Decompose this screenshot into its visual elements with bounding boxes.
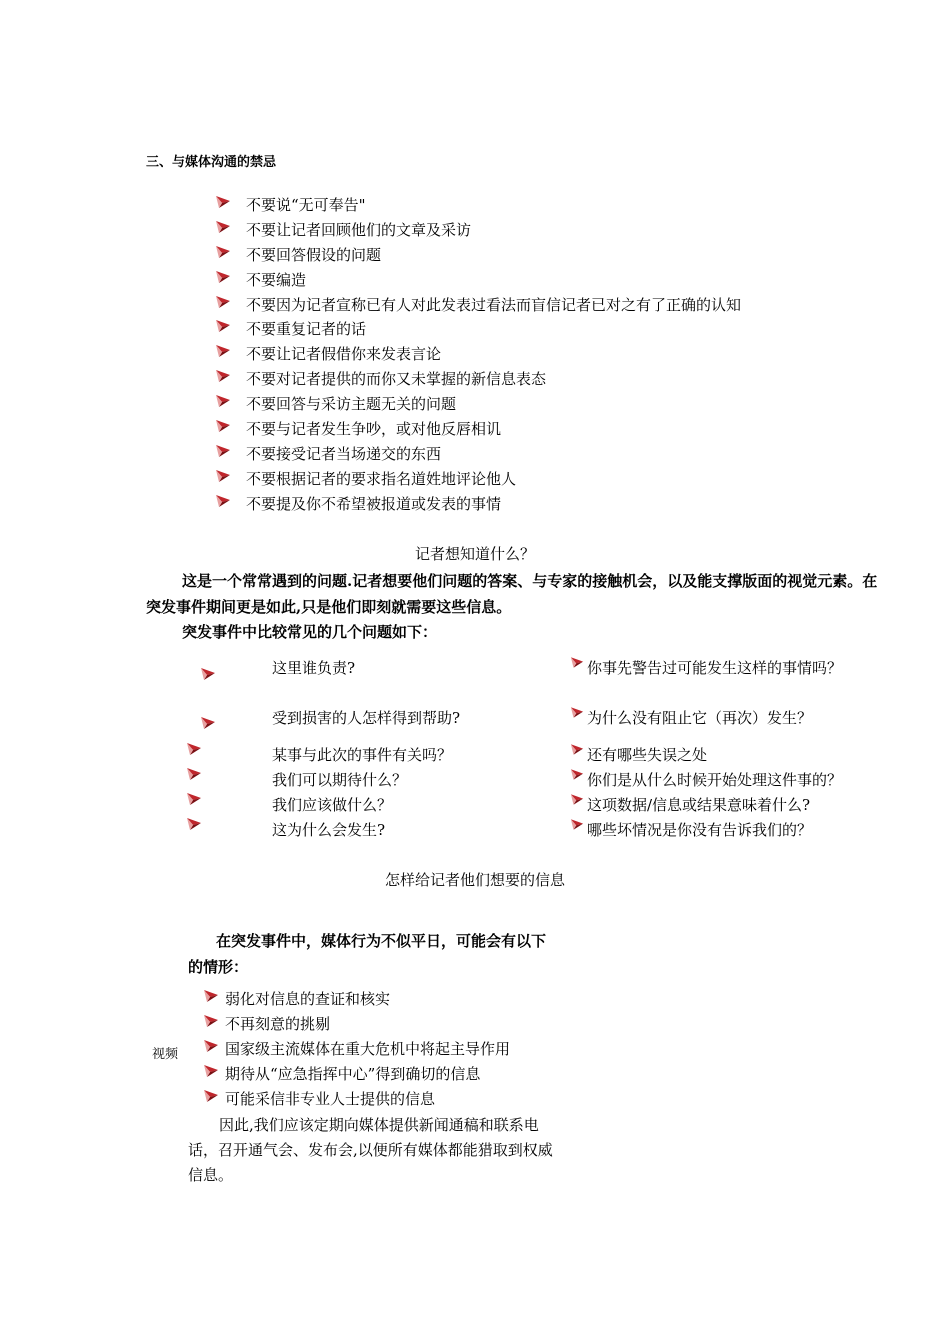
list-item: 不要让记者回顾他们的文章及采访 xyxy=(215,218,741,243)
arrow-bullet-icon xyxy=(570,656,584,669)
question-left: 我们应该做什么？ xyxy=(272,796,393,814)
arrow-bullet-icon xyxy=(215,394,231,408)
question-right: 哪些坏情况是你没有告诉我们的？ xyxy=(587,821,813,839)
video-label: 视频 xyxy=(152,1047,179,1062)
arrow-bullet-icon xyxy=(203,1014,219,1028)
how-to-give-title: 怎样给记者他们想要的信息 xyxy=(384,871,565,889)
arrow-bullet-icon xyxy=(186,767,202,781)
question-right: 为什么没有阻止它（再次）发生？ xyxy=(587,709,813,727)
taboo-list xyxy=(215,193,741,517)
section-title: 三、与媒体沟通的禁忌 xyxy=(146,155,277,170)
para2: 突发事件中比较常见的几个问题如下： xyxy=(182,623,438,641)
intro-line1: 在突发事件中，媒体行为不似平日，可能会有以下 xyxy=(216,932,547,950)
arrow-bullet-icon xyxy=(203,989,219,1003)
arrow-bullet-icon xyxy=(215,220,231,234)
list-item: 不要接受记者当场递交的东西 xyxy=(215,442,741,467)
arrow-bullet-icon xyxy=(203,1089,219,1103)
para1-line2: 突发事件期间更是如此,只是他们即刻就需要这些信息。 xyxy=(146,598,512,616)
conclusion-line1: 因此,我们应该定期向媒体提供新闻通稿和联系电 xyxy=(219,1116,539,1134)
conclusion-line2: 话，召开通气会、发布会,以便所有媒体都能猎取到权威 xyxy=(188,1141,553,1159)
arrow-bullet-icon xyxy=(570,793,584,806)
list-item: 不要让记者假借你来发表言论 xyxy=(215,342,741,367)
arrow-bullet-icon xyxy=(215,494,231,508)
question-left: 受到损害的人怎样得到帮助? xyxy=(272,709,461,727)
what-reporters-want-title: 记者想知道什么？ xyxy=(414,545,535,563)
arrow-bullet-icon xyxy=(200,667,216,681)
arrow-bullet-icon xyxy=(215,369,231,383)
list-item: 不再刻意的挑剔 xyxy=(215,1012,510,1037)
question-right: 还有哪些失误之处 xyxy=(587,746,708,764)
arrow-bullet-icon xyxy=(186,742,202,756)
para1-line1: 这是一个常常遇到的问题.记者想要他们问题的答案、与专家的接触机会，以及能支撑版面的视觉元素。在 xyxy=(182,572,878,590)
arrow-bullet-icon xyxy=(186,817,202,831)
conclusion-line3: 信息。 xyxy=(188,1166,234,1184)
list-item: 弱化对信息的查证和核实 xyxy=(215,987,510,1012)
list-item: 不要根据记者的要求指名道姓地评论他人 xyxy=(215,467,741,492)
arrow-bullet-icon xyxy=(215,295,231,309)
list-item: 不要提及你不希望被报道或发表的事情 xyxy=(215,492,741,517)
arrow-bullet-icon xyxy=(215,344,231,358)
arrow-bullet-icon xyxy=(186,792,202,806)
arrow-bullet-icon xyxy=(570,706,584,719)
arrow-bullet-icon xyxy=(215,270,231,284)
question-left: 某事与此次的事件有关吗？ xyxy=(272,746,453,764)
list-item: 不要编造 xyxy=(215,268,741,293)
arrow-bullet-icon xyxy=(215,419,231,433)
arrow-bullet-icon xyxy=(203,1039,219,1053)
arrow-bullet-icon xyxy=(570,768,584,781)
arrow-bullet-icon xyxy=(215,469,231,483)
arrow-bullet-icon xyxy=(215,444,231,458)
list-item: 国家级主流媒体在重大危机中将起主导作用 xyxy=(215,1037,510,1062)
arrow-bullet-icon xyxy=(203,1064,219,1078)
list-item: 不要因为记者宣称已有人对此发表过看法而盲信记者已对之有了正确的认知 xyxy=(215,293,741,318)
situation-list xyxy=(215,987,510,1111)
list-item: 可能采信非专业人士提供的信息 xyxy=(215,1087,510,1112)
question-right: 你事先警告过可能发生这样的事情吗？ xyxy=(587,659,843,677)
arrow-bullet-icon xyxy=(200,716,216,730)
question-left: 这为什么会发生? xyxy=(272,821,386,839)
question-left: 我们可以期待什么？ xyxy=(272,771,408,789)
arrow-bullet-icon xyxy=(215,195,231,209)
question-right: 你们是从什么时候开始处理这件事的？ xyxy=(587,771,843,789)
arrow-bullet-icon xyxy=(215,245,231,259)
list-item: 不要回答假设的问题 xyxy=(215,243,741,268)
question-left: 这里谁负责? xyxy=(272,659,356,677)
list-item: 不要回答与采访主题无关的问题 xyxy=(215,392,741,417)
intro-line2: 的情形： xyxy=(188,958,249,976)
arrow-bullet-icon xyxy=(570,743,584,756)
list-item: 不要说“无可奉告" xyxy=(215,193,741,218)
list-item: 期待从“应急指挥中心”得到确切的信息 xyxy=(215,1062,510,1087)
list-item: 不要对记者提供的而你又未掌握的新信息表态 xyxy=(215,367,741,392)
list-item: 不要与记者发生争吵，或对他反唇相讥 xyxy=(215,417,741,442)
arrow-bullet-icon xyxy=(215,319,231,333)
question-right: 这项数据/信息或结果意味着什么? xyxy=(587,796,811,814)
list-item: 不要重复记者的话 xyxy=(215,317,741,342)
arrow-bullet-icon xyxy=(570,818,584,831)
